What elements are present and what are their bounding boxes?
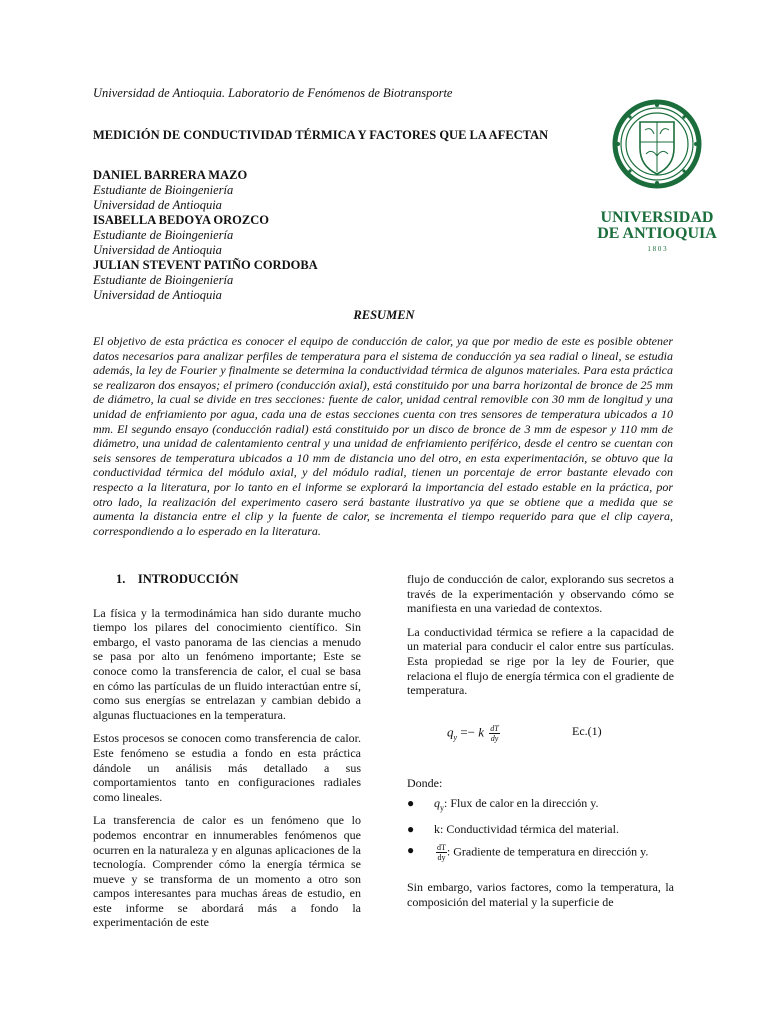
logo-line1: UNIVERSIDAD xyxy=(600,209,714,226)
paragraph: Estos procesos se conocen como transferencia de calor. Este fenómeno se estudia a fondo en esta práctica dándole un análisis más detallado a sus comportamientos tanto en configuraciones radiales como lineales. xyxy=(93,731,361,804)
paragraph: flujo de conducción de calor, explorando sus secretos a través de la experimentación y observando cómo se manifiesta en una variedad de contextos. xyxy=(407,572,674,616)
paragraph: La conductividad térmica se refiere a la capacidad de un material para conducir el calor entre sus partículas. Esta propiedad se rige por la ley de Fourier, que relaciona el flujo de energía térmica con el gradiente de temperatura. xyxy=(407,624,674,698)
bullet-icon: ● xyxy=(407,796,415,811)
fraction-denominator: dy xyxy=(437,852,446,862)
equation-operator: =− xyxy=(460,724,475,740)
fraction-denominator: dy xyxy=(490,733,499,743)
paragraph: La física y la termodinámica han sido durante mucho tiempo los pilares del conocimiento científico. Sin embargo, el vasto panorama de las ciencias a menudo se pasa por alto un fenómeno importante; Este se conoce como la transferencia de calor, el cual se basa en cómo las partículas de un fluido interactúan entre sí, como sus energías se entrelazan y cambian debido a algunas fluctuaciones en la temperatura. xyxy=(93,605,361,722)
author-role: Estudiante de Bioingeniería xyxy=(93,228,234,242)
equation-coefficient: k xyxy=(478,724,485,740)
bullet-icon: ● xyxy=(407,842,415,857)
donde-label: Donde: xyxy=(407,775,443,790)
fraction-numerator: dT xyxy=(437,842,446,852)
list-item xyxy=(407,843,674,862)
author-role: Estudiante de Bioingeniería xyxy=(93,273,234,287)
variable-description: : Gradiente de temperatura en dirección y. xyxy=(446,844,649,859)
fraction-numerator: dT xyxy=(490,723,499,733)
author-role: Estudiante de Bioingeniería xyxy=(93,183,234,197)
university-logo xyxy=(596,96,718,256)
author-institution: Universidad de Antioquia xyxy=(93,288,222,302)
author-list xyxy=(93,168,318,303)
author-name: DANIEL BARRERA MAZO xyxy=(93,168,248,182)
paragraph: Sin embargo, varios factores, como la temperatura, la composición del material y la superficie de xyxy=(407,879,674,909)
right-column xyxy=(407,572,674,918)
paper-title: MEDICIÓN DE CONDUCTIVIDAD TÉRMICA Y FACTORES QUE LA AFECTAN xyxy=(93,128,549,142)
logo-line2: DE ANTIOQUIA xyxy=(597,225,717,242)
variable-fraction xyxy=(436,843,447,862)
paragraph: La transferencia de calor es un fenómeno que lo podemos encontrar en innumerables fenómenos que ocurren en la naturaleza y en algunas aplicaciones de la tecnología. Comprender cómo la energía térmica se mueve y se transforma de un momento a otro son campos interesantes para muchas áreas de estudio, en este informe se abordará más a fondo la experimentación de este xyxy=(93,813,361,930)
abstract-text: El objetivo de esta práctica es conocer el equipo de conducción de calor, ya que por medio de este es posible obtener datos necesarios para analizar perfiles de temperatura para el sistema de conducción ya sea radial o lineal, se estudia además, la ley de Fourier y finalmente se determina la conductividad térmica de algunos materiales. Para esta práctica se realizaron dos ensayos; el primero (conducción axial), está constituido por una barra horizontal de bronce de 25 mm de diámetro, la cual se divide en tres secciones: fuente de calor, unidad central removible con 30 mm de longitud y una unidad de enfriamiento por agua, cada una de estas secciones cuenta con tres sensores de temperatura ubicados a 10 mm. El segundo ensayo (conducción radial) está constituido por un disco de bronce de 3 mm de espesor y 110 mm de diámetro, una unidad de calentamiento central y una unidad de enfriamiento periférico, desde el centro se cuentan con seis sensores de temperatura ubicados a 10 mm de distancia uno del otro, en esta experimentación, se obtuvo que la conductividad térmica del módulo axial, y del módulo radial, tienen un porcentaje de error bastante elevado con respecto a la literatura, por lo tanto en el informe se explorará la importancia del estado estable en la práctica, por otro lado, la realización del experimento casero será bastante ilustrativo ya que se obtiene que a medida que se aumenta la distancia entre el clip y la fuente de calor, se incrementa el tiempo requerido para que el clip cayera, correspondiendo a lo esperado en la literatura. xyxy=(93,334,673,538)
variable-description: : Flux de calor en la dirección y. xyxy=(444,796,599,811)
left-column xyxy=(93,572,361,939)
institution-header: Universidad de Antioquia. Laboratorio de Fenómenos de Biotransporte xyxy=(93,86,453,100)
author-name: JULIAN STEVENT PATIÑO CORDOBA xyxy=(93,258,318,272)
variable-symbol: q xyxy=(434,796,440,811)
bullet-icon: ● xyxy=(407,822,415,837)
fourier-equation xyxy=(407,718,674,758)
variable-description: k: Conductividad térmica del material. xyxy=(434,822,619,837)
section-heading-introduction: 1. INTRODUCCIÓN xyxy=(116,572,239,586)
variable-subscript: y xyxy=(440,803,444,813)
list-item xyxy=(407,796,674,816)
equation-lhs: q xyxy=(447,724,454,740)
list-item xyxy=(407,822,674,837)
author-name: ISABELLA BEDOYA OROZCO xyxy=(93,213,269,227)
equation-body xyxy=(447,724,500,746)
variable-list xyxy=(407,796,674,862)
equation-number: Ec.(1) xyxy=(572,723,602,738)
equation-fraction xyxy=(489,724,499,743)
author-institution: Universidad de Antioquia xyxy=(93,243,222,257)
equation-lhs-subscript: y xyxy=(453,732,458,742)
abstract-heading: RESUMEN xyxy=(353,308,415,322)
author-institution: Universidad de Antioquia xyxy=(93,198,222,212)
logo-year: 1 8 0 3 xyxy=(647,245,667,253)
